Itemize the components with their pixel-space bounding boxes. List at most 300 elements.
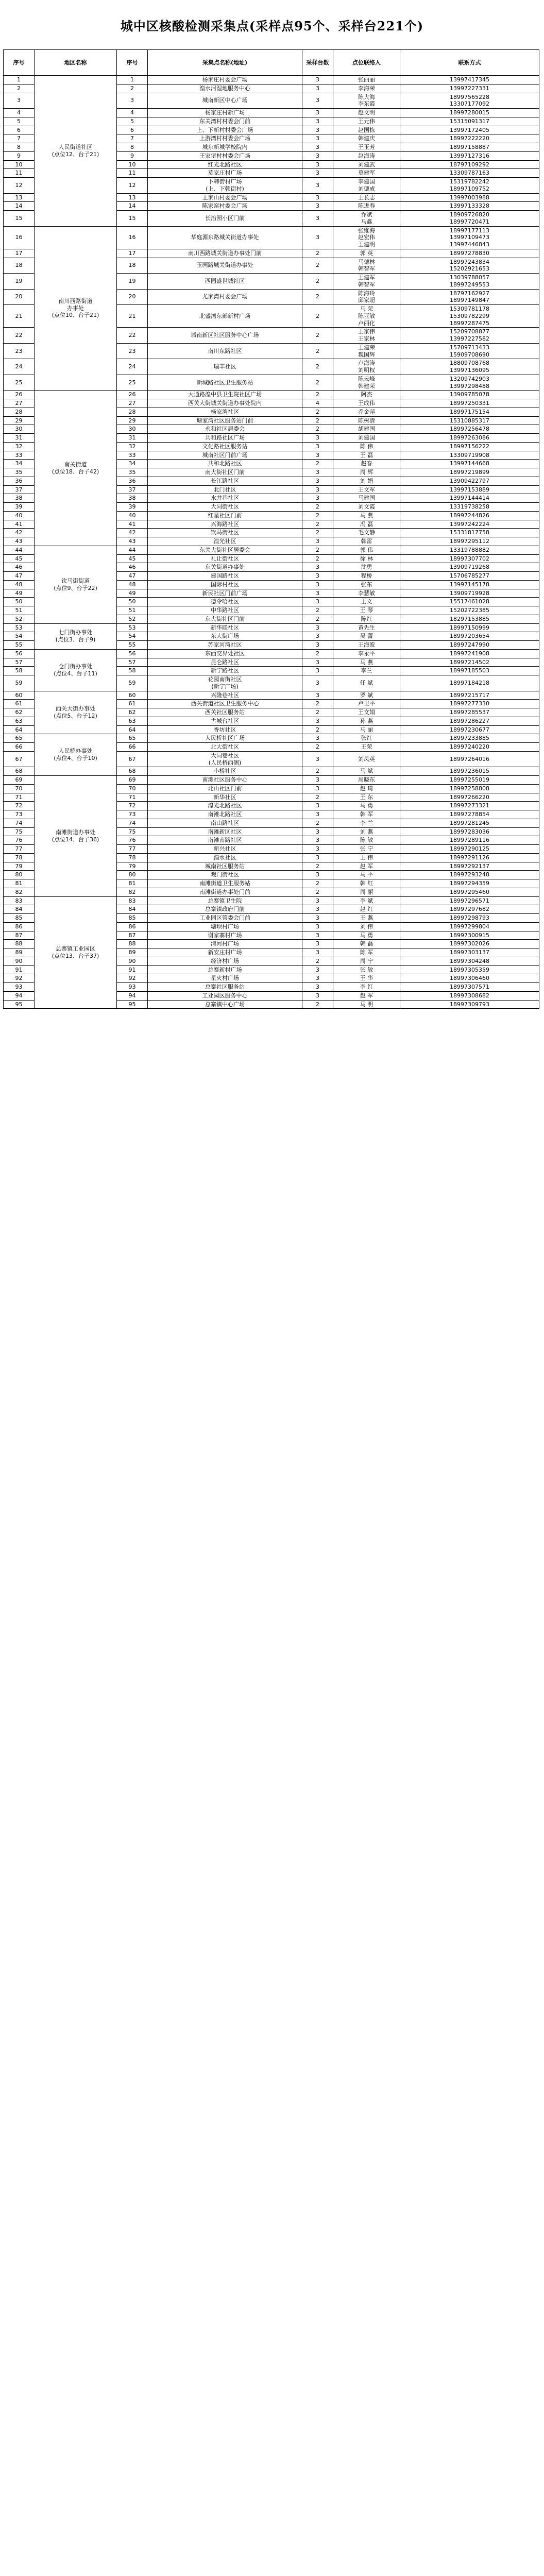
row-seq2: 3 <box>117 93 148 109</box>
row-contact: 赵 红 <box>333 905 400 914</box>
row-desks: 3 <box>302 109 333 117</box>
row-site: 南大街社区门前 <box>148 468 302 477</box>
row-seq2: 42 <box>117 529 148 537</box>
row-contact: 张丽丽 <box>333 76 400 84</box>
row-site: 塘坝村广场 <box>148 922 302 931</box>
row-desks: 2 <box>302 520 333 529</box>
row-seq1: 89 <box>4 948 35 957</box>
row-seq1: 93 <box>4 983 35 992</box>
row-seq1: 30 <box>4 425 35 434</box>
row-contact: 周晓东 <box>333 776 400 785</box>
row-contact: 陈大海 李东霞 <box>333 93 400 109</box>
row-contact: 吴 蕾 <box>333 632 400 641</box>
row-seq1: 3 <box>4 93 35 109</box>
row-seq1: 77 <box>4 845 35 854</box>
row-seq2: 78 <box>117 853 148 862</box>
row-seq1: 9 <box>4 151 35 160</box>
row-contact: 马 丽 <box>333 725 400 734</box>
row-district: 仓门街办事处 (点位4、台子11) <box>35 649 117 691</box>
row-seq2: 87 <box>117 931 148 940</box>
row-site: 新民社区门前广场 <box>148 589 302 598</box>
row-seq1: 45 <box>4 554 35 563</box>
row-phone: 18997307571 <box>400 983 539 992</box>
row-seq2: 86 <box>117 922 148 931</box>
row-site: 东西交界处社区 <box>148 649 302 658</box>
row-contact: 张红 <box>333 734 400 743</box>
row-seq1: 17 <box>4 249 35 258</box>
row-desks: 3 <box>302 468 333 477</box>
row-site: 清河村广场 <box>148 940 302 948</box>
row-contact: 周 辉 <box>333 468 400 477</box>
row-seq2: 61 <box>117 700 148 708</box>
row-site: 上游湾村村委会广场 <box>148 134 302 143</box>
row-desks: 3 <box>302 537 333 546</box>
row-seq1: 2 <box>4 84 35 93</box>
row-district: 总寨镇工业园区 (点位13、台子37) <box>35 896 117 1009</box>
row-phone: 13997127316 <box>400 151 539 160</box>
table-row <box>4 649 539 658</box>
row-desks: 3 <box>302 160 333 169</box>
row-desks: 3 <box>302 434 333 443</box>
row-phone: 15319782242 18997109752 <box>400 178 539 194</box>
row-site: 水井巷社区 <box>148 494 302 503</box>
row-desks: 3 <box>302 178 333 194</box>
row-contact: 赵 军 <box>333 991 400 1000</box>
row-desks: 3 <box>302 84 333 93</box>
row-seq2: 94 <box>117 991 148 1000</box>
row-contact: 马 荣 陈亚敏 卢丽化 <box>333 305 400 328</box>
row-seq2: 50 <box>117 598 148 606</box>
row-seq2: 40 <box>117 511 148 520</box>
row-seq2: 15 <box>117 211 148 227</box>
row-seq1: 68 <box>4 767 35 776</box>
row-phone: 13209742903 13997298488 <box>400 375 539 391</box>
row-seq2: 41 <box>117 520 148 529</box>
row-seq1: 66 <box>4 743 35 752</box>
row-desks: 2 <box>302 425 333 434</box>
table-header <box>4 50 539 76</box>
row-seq2: 17 <box>117 249 148 258</box>
row-desks: 3 <box>302 117 333 126</box>
row-site: 香坊社区 <box>148 725 302 734</box>
row-seq2: 36 <box>117 477 148 485</box>
row-phone: 18997278854 <box>400 810 539 819</box>
row-contact: 赵 琦 <box>333 784 400 793</box>
row-phone: 18997244826 <box>400 511 539 520</box>
row-site: 昆仑路社区 <box>148 658 302 667</box>
row-desks: 2 <box>302 888 333 896</box>
row-desks: 3 <box>302 965 333 974</box>
row-contact: 陈树清 <box>333 416 400 425</box>
row-phone: 18997293248 <box>400 871 539 879</box>
row-site: 苏家河湾社区 <box>148 641 302 650</box>
row-seq1: 56 <box>4 649 35 658</box>
header-district: 地区名称 <box>35 50 117 76</box>
row-seq2: 71 <box>117 793 148 802</box>
row-desks: 2 <box>302 767 333 776</box>
row-phone: 18997203654 <box>400 632 539 641</box>
row-site: 总寨新村广场 <box>148 965 302 974</box>
row-phone: 18997256478 <box>400 425 539 434</box>
row-seq1: 90 <box>4 957 35 965</box>
row-phone: 13997144414 <box>400 494 539 503</box>
row-phone: 18997291126 <box>400 853 539 862</box>
row-site: 西关大街城关街道办事处院内 <box>148 399 302 408</box>
row-phone: 18997281245 <box>400 819 539 827</box>
row-seq1: 39 <box>4 503 35 512</box>
row-phone: 13309719908 <box>400 451 539 460</box>
row-seq1: 69 <box>4 776 35 785</box>
row-contact: 沈勇 <box>333 563 400 572</box>
row-seq1: 70 <box>4 784 35 793</box>
row-seq2: 85 <box>117 914 148 923</box>
row-desks: 3 <box>302 905 333 914</box>
row-site: 北大街社区 <box>148 743 302 752</box>
row-phone: 18997296571 <box>400 896 539 905</box>
row-seq1: 16 <box>4 226 35 249</box>
row-contact: 韩建庆 <box>333 134 400 143</box>
row-seq1: 65 <box>4 734 35 743</box>
row-seq1: 91 <box>4 965 35 974</box>
row-seq1: 52 <box>4 615 35 623</box>
row-site: 人民桥社区广场 <box>148 734 302 743</box>
row-seq1: 14 <box>4 202 35 211</box>
row-desks: 3 <box>302 922 333 931</box>
row-phone: 18997184218 <box>400 675 539 691</box>
row-desks: 3 <box>302 477 333 485</box>
row-contact: 李 兰 <box>333 819 400 827</box>
row-site: 花园南街社区 (新宁广场) <box>148 675 302 691</box>
row-desks: 2 <box>302 359 333 375</box>
row-phone: 18997266220 <box>400 793 539 802</box>
row-seq1: 43 <box>4 537 35 546</box>
row-seq1: 40 <box>4 511 35 520</box>
row-seq1: 7 <box>4 134 35 143</box>
row-phone: 18997308682 <box>400 991 539 1000</box>
row-phone: 18997289116 <box>400 836 539 845</box>
row-contact: 王建荣 魏国辉 <box>333 343 400 359</box>
row-contact: 刘凤英 <box>333 751 400 767</box>
header-seq2: 序号 <box>117 50 148 76</box>
row-contact: 孙 燕 <box>333 717 400 725</box>
row-site: 尤家湾村委会广场 <box>148 289 302 305</box>
row-seq1: 74 <box>4 819 35 827</box>
row-contact: 马 斌 <box>333 767 400 776</box>
table-body <box>4 76 539 1009</box>
row-site: 德令哈社区 <box>148 598 302 606</box>
row-seq2: 64 <box>117 725 148 734</box>
row-seq2: 27 <box>117 399 148 408</box>
row-phone: 18997304248 <box>400 957 539 965</box>
row-seq1: 22 <box>4 328 35 344</box>
row-phone: 18997309793 <box>400 1000 539 1009</box>
row-seq1: 82 <box>4 888 35 896</box>
row-seq2: 74 <box>117 819 148 827</box>
row-site: 建国路社区 <box>148 572 302 581</box>
table-row <box>4 76 539 84</box>
row-desks: 3 <box>302 675 333 691</box>
row-seq2: 67 <box>117 751 148 767</box>
row-desks: 3 <box>302 93 333 109</box>
row-desks: 3 <box>302 948 333 957</box>
row-site: 共和北路社区 <box>148 460 302 468</box>
row-phone: 18997214502 <box>400 658 539 667</box>
row-seq2: 95 <box>117 1000 148 1009</box>
row-desks: 3 <box>302 734 333 743</box>
row-site: 工业园区管委会门前 <box>148 914 302 923</box>
row-site: 城南社区门前广场 <box>148 451 302 460</box>
row-desks: 3 <box>302 896 333 905</box>
row-seq2: 39 <box>117 503 148 512</box>
row-seq1: 13 <box>4 193 35 202</box>
row-site: 玉园路城关街道办事处 <box>148 258 302 274</box>
row-contact: 莫建军 <box>333 169 400 178</box>
row-phone: 18997286227 <box>400 717 539 725</box>
row-seq2: 20 <box>117 289 148 305</box>
row-phone: 18797162927 18997149847 <box>400 289 539 305</box>
row-phone: 18997307702 <box>400 554 539 563</box>
row-contact: 王玉芳 <box>333 143 400 152</box>
row-seq2: 55 <box>117 641 148 650</box>
row-seq2: 84 <box>117 905 148 914</box>
row-seq2: 54 <box>117 632 148 641</box>
row-contact: 乔斌 马鑫 <box>333 211 400 227</box>
row-seq1: 35 <box>4 468 35 477</box>
row-site: 南川东路社区 <box>148 343 302 359</box>
row-site: 礼让街社区 <box>148 554 302 563</box>
row-phone: 18997150999 <box>400 623 539 632</box>
row-seq2: 1 <box>117 76 148 84</box>
row-site: 南川西路城关街道办事处门前 <box>148 249 302 258</box>
row-seq2: 28 <box>117 408 148 416</box>
row-phone: 18997299804 <box>400 922 539 931</box>
row-phone: 18997565228 13307177092 <box>400 93 539 109</box>
row-site: 下韩街村广场 (上、下韩街村) <box>148 178 302 194</box>
row-seq2: 77 <box>117 845 148 854</box>
row-seq2: 24 <box>117 359 148 375</box>
row-contact: 李兰 <box>333 667 400 675</box>
row-phone: 13319788882 <box>400 546 539 554</box>
row-seq1: 38 <box>4 494 35 503</box>
row-phone: 18997258808 <box>400 784 539 793</box>
row-desks: 3 <box>302 202 333 211</box>
row-seq2: 6 <box>117 126 148 134</box>
row-desks: 2 <box>302 289 333 305</box>
row-site: 东关湾村村委会门前 <box>148 117 302 126</box>
row-contact: 马 平 <box>333 871 400 879</box>
row-desks: 2 <box>302 408 333 416</box>
row-phone: 18797109292 <box>400 160 539 169</box>
row-seq1: 81 <box>4 879 35 888</box>
row-desks: 3 <box>302 845 333 854</box>
table-row <box>4 546 539 554</box>
row-seq2: 48 <box>117 580 148 589</box>
row-seq2: 11 <box>117 169 148 178</box>
row-site: 南滩新区社区 <box>148 827 302 836</box>
row-site: 红星社区门前 <box>148 511 302 520</box>
table-row <box>4 391 539 399</box>
row-desks: 3 <box>302 974 333 983</box>
row-desks: 3 <box>302 623 333 632</box>
row-contact: 张 宁 <box>333 845 400 854</box>
row-site: 城南新区中心广场 <box>148 93 302 109</box>
row-desks: 2 <box>302 725 333 734</box>
row-site: 文化路社区服务站 <box>148 442 302 451</box>
header-row <box>4 50 539 76</box>
row-seq1: 59 <box>4 675 35 691</box>
row-site: 南滩北路社区 <box>148 810 302 819</box>
row-contact: 李永平 <box>333 649 400 658</box>
table-row <box>4 226 539 249</box>
row-phone: 13997144668 <box>400 460 539 468</box>
row-seq1: 8 <box>4 143 35 152</box>
row-phone: 18997215717 <box>400 691 539 700</box>
table-wrapper <box>0 49 544 1009</box>
row-phone: 18997264016 <box>400 751 539 767</box>
row-seq2: 72 <box>117 802 148 810</box>
row-phone: 13997133328 <box>400 202 539 211</box>
row-phone: 13997417345 <box>400 76 539 84</box>
row-contact: 罗 斌 <box>333 691 400 700</box>
row-seq2: 32 <box>117 442 148 451</box>
row-site: 星火村广场 <box>148 974 302 983</box>
row-district: 西关大街办事处 (点位5、台子12) <box>35 691 117 734</box>
row-desks: 3 <box>302 143 333 152</box>
row-seq1: 75 <box>4 827 35 836</box>
row-desks: 2 <box>302 343 333 359</box>
row-site: 南山路社区 <box>148 819 302 827</box>
row-seq2: 56 <box>117 649 148 658</box>
row-seq1: 62 <box>4 708 35 717</box>
row-contact: 毛文静 <box>333 529 400 537</box>
row-phone: 13039788057 18997249553 <box>400 274 539 290</box>
row-site: 中华路社区 <box>148 606 302 615</box>
row-desks: 2 <box>302 375 333 391</box>
row-desks: 3 <box>302 169 333 178</box>
row-phone: 15315091317 <box>400 117 539 126</box>
row-site: 城南新区社区服务中心广场 <box>148 328 302 344</box>
row-desks: 2 <box>302 957 333 965</box>
row-contact: 韩 红 <box>333 879 400 888</box>
row-desks: 2 <box>302 554 333 563</box>
row-desks: 2 <box>302 503 333 512</box>
row-phone: 18997278830 <box>400 249 539 258</box>
row-contact: 阿杰 <box>333 391 400 399</box>
row-phone: 15709713433 15909708690 <box>400 343 539 359</box>
row-site: 新华联社区 <box>148 623 302 632</box>
row-seq2: 14 <box>117 202 148 211</box>
row-phone: 13997172405 <box>400 126 539 134</box>
row-contact: 韩 军 <box>333 810 400 819</box>
row-desks: 3 <box>302 151 333 160</box>
row-desks: 3 <box>302 983 333 992</box>
row-seq2: 7 <box>117 134 148 143</box>
row-desks: 2 <box>302 305 333 328</box>
row-desks: 2 <box>302 1000 333 1009</box>
row-contact: 王 燕 <box>333 914 400 923</box>
row-contact: 王成伟 <box>333 399 400 408</box>
row-contact: 王建军 韩智军 <box>333 274 400 290</box>
row-desks: 3 <box>302 940 333 948</box>
row-seq1: 79 <box>4 862 35 871</box>
row-site: 总寨社区服务站 <box>148 983 302 992</box>
row-contact: 王 东 <box>333 793 400 802</box>
row-seq1: 32 <box>4 442 35 451</box>
row-seq2: 68 <box>117 767 148 776</box>
row-desks: 3 <box>302 134 333 143</box>
row-phone: 13997227331 <box>400 84 539 93</box>
row-desks: 3 <box>302 751 333 767</box>
row-site: 北盛湾东部新村广场 <box>148 305 302 328</box>
row-seq2: 70 <box>117 784 148 793</box>
row-contact: 李慧敏 <box>333 589 400 598</box>
row-site: 西园盛世城社区 <box>148 274 302 290</box>
row-site: 湟水河湿地服务中心 <box>148 84 302 93</box>
row-site: 杨家庄村新广场 <box>148 109 302 117</box>
row-site: 西关街道社区卫生服务中心 <box>148 700 302 708</box>
row-desks: 2 <box>302 649 333 658</box>
row-seq1: 54 <box>4 632 35 641</box>
header-site: 采集点名称(地址) <box>148 50 302 76</box>
row-seq1: 53 <box>4 623 35 632</box>
row-site: 新华社区 <box>148 793 302 802</box>
row-contact: 赵国栋 <box>333 126 400 134</box>
row-desks: 3 <box>302 914 333 923</box>
row-phone: 18997250331 <box>400 399 539 408</box>
row-phone: 18997285537 <box>400 708 539 717</box>
row-district: 南关街道 (点位18、台子42) <box>35 391 117 546</box>
row-seq1: 50 <box>4 598 35 606</box>
row-phone: 18809708768 13997136095 <box>400 359 539 375</box>
row-desks: 4 <box>302 399 333 408</box>
row-seq2: 12 <box>117 178 148 194</box>
row-site: 王家山村委会广场 <box>148 193 302 202</box>
row-seq2: 21 <box>117 305 148 328</box>
row-site: 兴海路社区 <box>148 520 302 529</box>
row-contact: 郭 伟 <box>333 546 400 554</box>
row-seq1: 20 <box>4 289 35 305</box>
row-seq1: 67 <box>4 751 35 767</box>
row-seq1: 87 <box>4 931 35 940</box>
row-site: 莫家庄村广场 <box>148 169 302 178</box>
row-site: 大同街社区 <box>148 503 302 512</box>
row-desks: 2 <box>302 249 333 258</box>
row-phone: 18997302026 <box>400 940 539 948</box>
row-contact: 胡建国 <box>333 425 400 434</box>
row-seq2: 43 <box>117 537 148 546</box>
row-phone: 18997280015 <box>400 109 539 117</box>
row-seq2: 29 <box>117 416 148 425</box>
row-contact: 马 勇 <box>333 802 400 810</box>
row-seq1: 34 <box>4 460 35 468</box>
row-phone: 18997177113 13997109473 13997446843 <box>400 226 539 249</box>
row-desks: 3 <box>302 451 333 460</box>
row-phone: 18997303137 <box>400 948 539 957</box>
row-contact: 郭 英 <box>333 249 400 258</box>
row-phone: 18997297682 <box>400 905 539 914</box>
row-seq1: 19 <box>4 274 35 290</box>
row-district: 人民街道社区 (点位12、台子21) <box>35 76 117 227</box>
row-desks: 3 <box>302 827 333 836</box>
row-site: 塘家湾社区服务站门前 <box>148 416 302 425</box>
row-site: 新兴社区 <box>148 845 302 854</box>
row-seq1: 42 <box>4 529 35 537</box>
row-seq1: 88 <box>4 940 35 948</box>
row-seq1: 84 <box>4 905 35 914</box>
row-seq1: 25 <box>4 375 35 391</box>
row-seq2: 45 <box>117 554 148 563</box>
row-seq1: 1 <box>4 76 35 84</box>
